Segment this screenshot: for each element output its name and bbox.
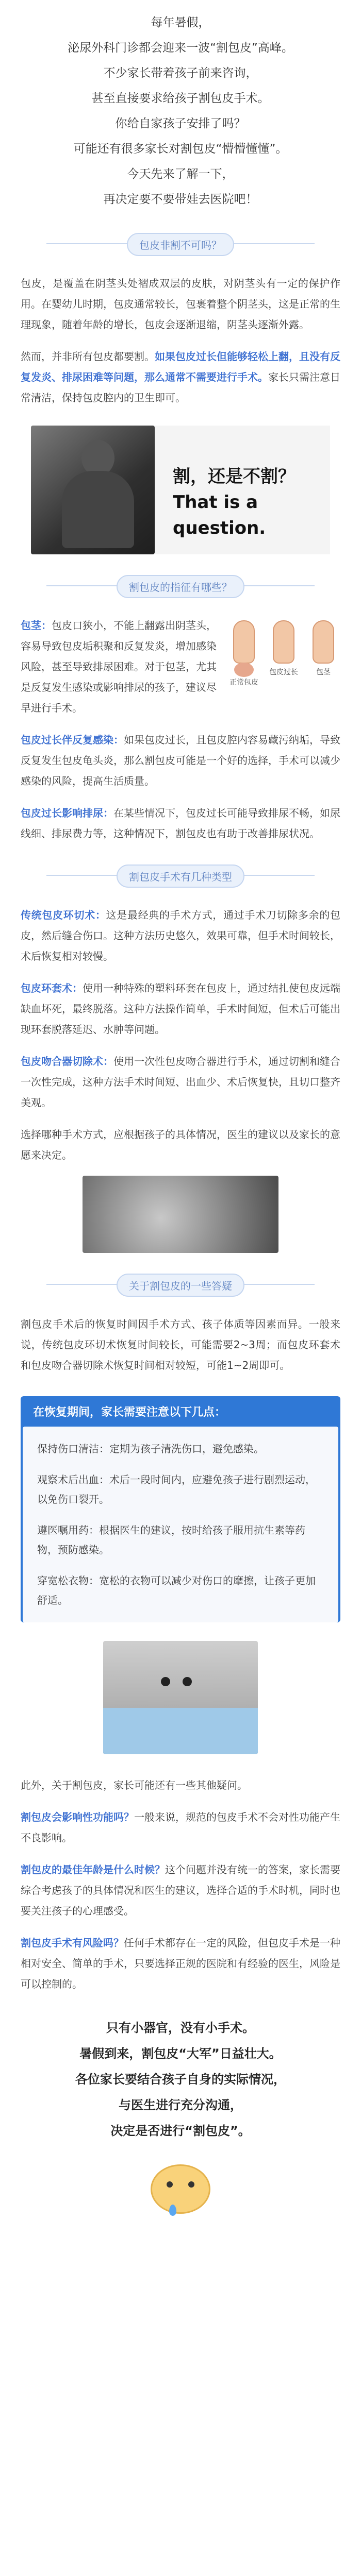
intro-line: 不少家长带着孩子前来咨询， <box>103 66 258 80</box>
anatomy-label: 包茎 <box>316 668 331 676</box>
callout-item: 观察术后出血：术后一段时间内，应避免孩子进行剧烈运动，以免伤口裂开。 <box>37 1473 316 1505</box>
paragraph-text: 家长只需注意日常清洁，保持包皮腔内的卫生即可。 <box>21 371 340 404</box>
section-banner-faq <box>0 1266 361 1303</box>
closing-block <box>0 2015 361 2144</box>
paragraph-text: 如果包皮过长，且包皮腔内容易藏污纳垢，导致反复发生包皮龟头炎，那么割包皮可能是一个好的选择，手术可以减少感染的风险，提高生活质量。 <box>21 734 340 787</box>
paragraph <box>21 615 217 718</box>
paragraph: 选择哪种手术方式，应根据孩子的具体情况，医生的建议以及家长的意愿来决定。 <box>21 1128 340 1161</box>
anatomy-label: 包皮过长 <box>269 668 298 676</box>
baby-photo <box>83 1176 278 1253</box>
quote-text <box>173 464 343 541</box>
paragraph-text: 然而，并非所有包皮都要割。 <box>21 350 155 363</box>
spacer <box>0 1754 361 1775</box>
highlight-text: 传统包皮环切术： <box>21 909 106 921</box>
intro-line: 可能还有很多家长对割包皮“懵懵懂懂”。 <box>73 142 288 156</box>
anatomy-figure <box>227 615 340 687</box>
anatomy-fig-normal <box>227 620 261 687</box>
paragraph <box>21 730 340 791</box>
paragraph-text: 这个问题并没有统一的答案，家长需要综合考虑孩子的具体情况和医生的建议，选择合适的手术时机，同时也要关注孩子的心理感受。 <box>21 1863 340 1917</box>
anatomy-fig-redundant <box>267 620 301 687</box>
paragraph <box>21 1807 340 1848</box>
intro-block <box>0 0 361 212</box>
anatomy-label: 正常包皮 <box>229 679 258 687</box>
anatomy-shape <box>233 620 255 664</box>
anatomy-shape <box>313 620 334 664</box>
intro-line: 再决定要不要带娃去医院吧！ <box>103 193 258 206</box>
intro-line: 甚至直接要求给孩子割包皮手术。 <box>91 92 270 105</box>
cat-blanket <box>103 1708 258 1754</box>
callout-body <box>23 1427 338 1622</box>
section-banner-indications <box>0 568 361 605</box>
closing-line: 决定是否进行“割包皮”。 <box>110 2124 251 2138</box>
callout-item: 保持伤口清洁：定期为孩子清洗伤口，避免感染。 <box>37 1443 264 1455</box>
intro-line: 每年暑假， <box>151 16 210 29</box>
paragraph-text: 在某些情况下，包皮过长可能导致排尿不畅，如尿线细、排尿费力等，这种情况下，割包皮也有助于改善排尿状况。 <box>21 807 340 840</box>
intro-line: 今天先来了解一下， <box>127 167 234 181</box>
section-title: 包皮非割不可吗？ <box>127 233 234 256</box>
paragraph-text: 任何手术都存在一定的风险，但包皮手术是一种相对安全、简单的手术，只要选择正规的医院和有经验的医生，风险是可以控制的。 <box>21 1937 340 1990</box>
highlight-text: 包皮过长影响排尿： <box>21 807 113 819</box>
face <box>151 2164 210 2214</box>
paragraph <box>21 1051 340 1113</box>
paragraph-text: 一般来说，规范的包皮手术不会对性功能产生不良影响。 <box>21 1811 340 1844</box>
anatomy-fig-phimosis <box>306 620 340 687</box>
tear <box>169 2205 176 2216</box>
thinker-statue-image <box>31 426 155 554</box>
callout-item: 遵医嘱用药：根据医生的建议，按时给孩子服用抗生素等药物，预防感染。 <box>37 1524 305 1556</box>
quote-line: That is a question. <box>173 492 266 538</box>
paragraph-text: 使用一次性包皮吻合器进行手术，通过切割和缝合一次性完成，这种方法手术时间短、出血少、术后恢复快，且切口整齐美观。 <box>21 1055 340 1109</box>
section-title: 关于割包皮的一些答疑 <box>117 1274 244 1297</box>
callout-title: 在恢复期间，家长需要注意以下几点： <box>33 1406 226 1419</box>
closing-line: 暑假到来，割包皮“大军”日益壮大。 <box>79 2046 282 2061</box>
highlight-text: 如果包皮过长但能够轻松上翻，且没有反复发炎、排尿困难等问题，那么通常不需要进行手术。 <box>21 350 340 383</box>
paragraph <box>21 803 340 844</box>
quote-line: 割，还是不割？ <box>173 466 296 487</box>
section-title: 割包皮的指征有哪些？ <box>117 575 244 598</box>
paragraph-text: 包皮口狭小，不能上翻露出阴茎头，容易导致包皮垢积聚和反复发炎，增加感染风险，甚至导致排尿困难。对于包茎，尤其是反复发生感染或影响排尿的孩子，建议尽早进行手术。 <box>21 619 217 714</box>
closing-line: 与医生进行充分沟通， <box>119 2098 242 2112</box>
paragraph: 包皮，是覆盖在阴茎头处褶成双层的皮肤，对阴茎头有一定的保护作用。在婴幼儿时期，包皮通常较长，包裹着整个阴茎头，这是正常的生理现象，随着年龄的增长，包皮会逐渐退缩，阴茎头逐渐外露。 <box>21 277 340 331</box>
intro-line: 你给自家孩子安排了吗？ <box>115 117 246 130</box>
highlight-text: 包皮环套术： <box>21 982 83 994</box>
anatomy-shape <box>273 620 294 664</box>
thinker-quote-image <box>31 426 330 554</box>
highlight-text: 割包皮的最佳年龄是什么时候？ <box>21 1863 165 1876</box>
callout-item: 穿宽松衣物：宽松的衣物可以减少对伤口的摩擦，让孩子更加舒适。 <box>37 1574 316 1606</box>
highlight-text: 包皮吻合器切除术： <box>21 1055 113 1067</box>
paragraph: 此外，关于割包皮，家长可能还有一些其他疑问。 <box>21 1779 248 1791</box>
cat-eyes <box>155 1677 206 1687</box>
highlight-text: 包皮过长伴反复感染： <box>21 734 124 746</box>
recovery-callout <box>21 1396 340 1622</box>
statue-body <box>62 471 134 548</box>
section-title: 割包皮手术有几种类型 <box>117 865 244 888</box>
intro-line: 泌尿外科门诊都会迎来一波“割包皮”高峰。 <box>68 41 293 55</box>
paragraph <box>21 1933 340 1994</box>
closing-line: 各位家长要结合孩子自身的实际情况， <box>75 2072 286 2087</box>
section-banner-surgery-types <box>0 857 361 894</box>
paragraph-text: 使用一种特殊的塑料环套在包皮上，通过结扎使包皮远端缺血坏死，最终脱落。这种方法操作简单，手术时间短，但术后可能出现环套脱落延迟、水肿等问题。 <box>21 982 340 1036</box>
highlight-text: 割包皮会影响性功能吗？ <box>21 1811 134 1823</box>
paragraph: 割包皮手术后的恢复时间因手术方式、孩子体质等因素而异。一般来说，传统包皮环切术恢复时间较长，可能需要2~3周；而包皮环套术和包皮吻合器切除术恢复时间相对较短，可能1~2周即可。 <box>21 1318 340 1371</box>
paragraph-text: 这是最经典的手术方式，通过手术刀切除多余的包皮，然后缝合伤口。这种方法历史悠久，效果可靠，但手术时间较长，术后恢复相对较慢。 <box>21 909 341 962</box>
paragraph <box>21 346 340 408</box>
paragraph <box>21 905 340 967</box>
highlight-text: 割包皮手术有风险吗？ <box>21 1937 124 1949</box>
cat-photo <box>103 1641 258 1754</box>
phimosis-row <box>21 615 340 718</box>
paragraph <box>21 1859 340 1921</box>
paragraph <box>21 978 340 1040</box>
anatomy-cap <box>234 663 254 677</box>
section-banner-necessity <box>0 226 361 263</box>
crying-face-icon <box>150 2164 211 2226</box>
closing-line: 只有小器官，没有小手术。 <box>106 2021 255 2035</box>
highlight-text: 包茎： <box>21 619 52 632</box>
